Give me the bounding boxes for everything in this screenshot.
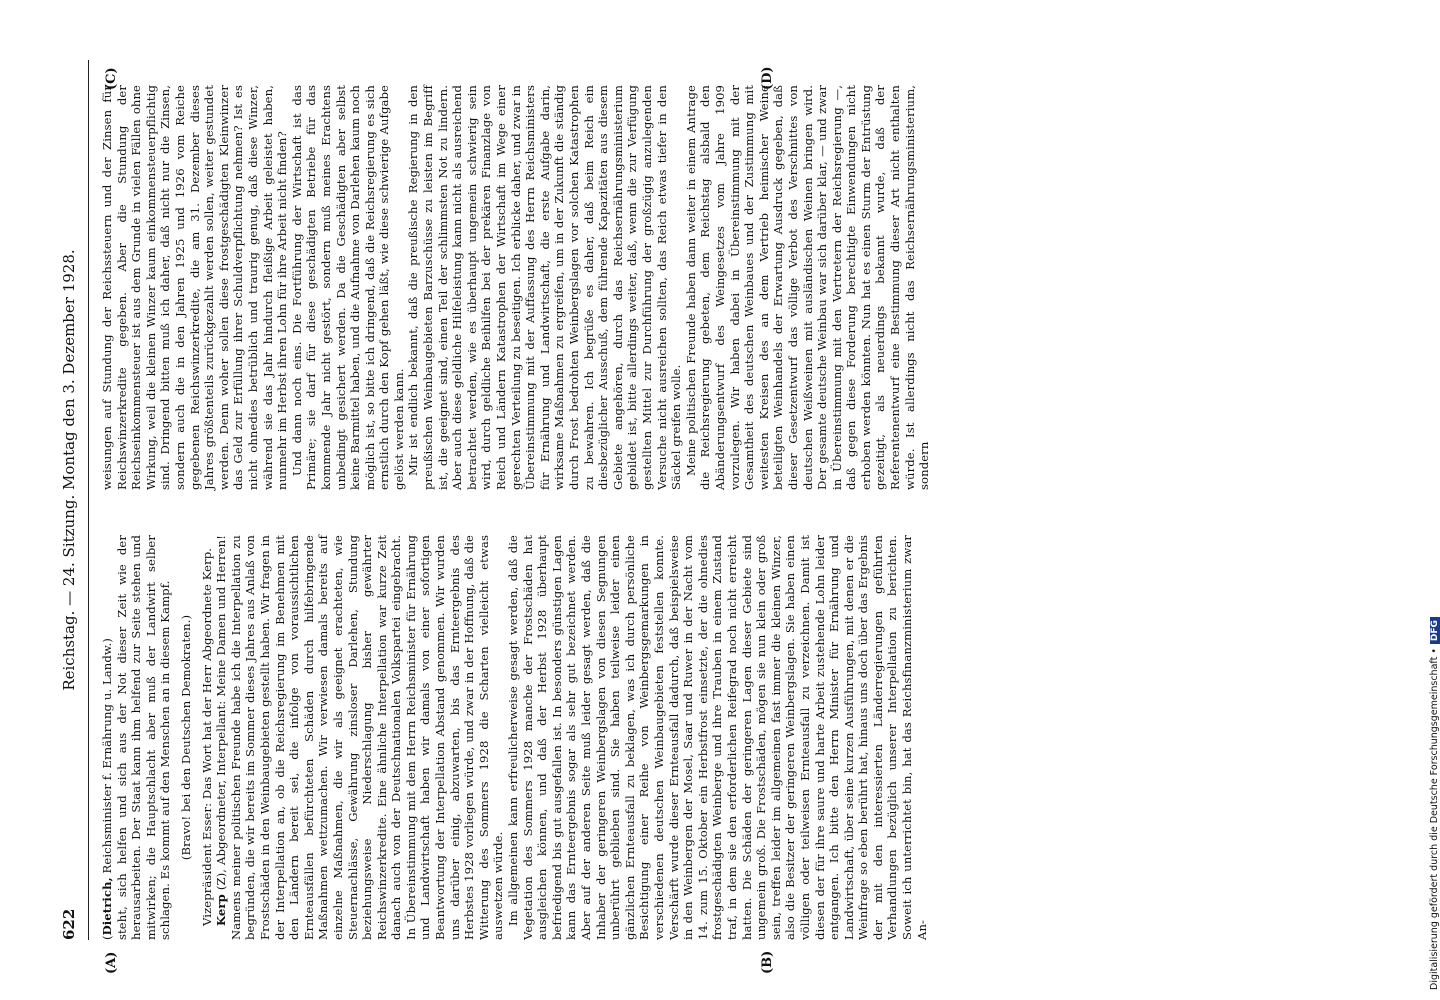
- margin-marker-a: (A): [104, 951, 119, 974]
- paragraph: weisungen auf Stundung der Reichssteuern und der Zinsen für Reichswinzerkredite gegeben. Aber die Stundung der Reichseinkommensteuer ist aus dem Grunde in vielen Fällen ohne Wirkung, weil die kleinen Winzer kaum einkommensteuerpflichtig sind. Dringend bitten muß ich daher, daß nicht nur die Zinsen, sondern auch die in den Jahren 1925 und 1926 vom Reiche gegebenen Reichswinzerkredite, die am 31. Dezember dieses Jahres größtenteils zurückgezahlt werden sollen, weiter gestundet werden. Denn woher sollen diese frostgeschädigten Kleinwinzer das Geld zur Erfüllung ihrer Schuldverpflichtung nehmen? Ist es nicht ohnedies betrüblich und traurig genug, daß diese Winzer, während sie das Jahr hindurch fleißige Arbeit geleistet haben, nunmehr im Herbst ihren Lohn für ihre Arbeit nicht finden?: [100, 85, 290, 490]
- speaker-role: Reichsminister f. Ernährung u. Landw.): [100, 638, 114, 874]
- left-column: [100, 535, 929, 940]
- margin-marker-b: (B): [760, 950, 775, 974]
- speaker-name: Kerp: [214, 894, 229, 926]
- paragraph: Vizepräsident Esser: Das Wort hat der Herr Abgeordnete Kerp.: [199, 547, 214, 926]
- header-rule: [88, 60, 89, 940]
- paragraph: Meine politischen Freunde haben dann weiter in einem Antrage die Reichsregierung gebeten, dem Reichstag alsbald den Abänderungsentwurf des Weingesetzes vom Jahre 1909 vorzulegen. Wir haben dabei in Übereinstimmung mit der Gesamtheit des deutschen Weinbaues und der Zustimmung mit weitesten Kreisen des an dem Vertrieb heimischer Weine beteiligten Weinhandels der Erwartung Ausdruck gegeben, daß dieser Gesetzentwurf das völlige Verbot des Verschnittes von deutschen Weißweinen mit ausländischen Weinen bringen wird. Der gesamte deutsche Weinbau war sich darüber klar, — und zwar in Übereinstimmung mit den Vertretern der Reichsregierung —, daß gegen diese Forderung berechtigte Einwendungen nicht erhoben werden könnten. Nun hat es einen Sturm der Entrüstung gezeitigt, als neuerdings bekannt wurde, daß der Referentenentwurf eine Bestimmung dieser Art nicht enthalten würde. Ist allerdings nicht das Reichsernährungsministerium, sondern: [683, 85, 932, 490]
- paragraph: Und dann noch eins. Die Fortführung der Wirtschaft ist das Primäre; sie darf für diese geschädigten Betriebe für das kommende Jahr nicht gestört, sondern muß meines Erachtens unbedingt gesichert werden. Da die Geschädigten aber selbst keine Barmittel haben, und die Aufnahme von Darlehen kaum noch möglich ist, so bitte ich dringend, daß die Reichsregierung es sich ernstlich durch den Kopf gehen läßt, wie diese schwierige Aufgabe gelöst werden kann.: [289, 85, 406, 490]
- speaker-name: Dietrich,: [100, 877, 114, 936]
- credit-text: Digitalisierung gefördert durch die Deutsche Forschungsgemeinschaft •: [1429, 648, 1440, 990]
- margin-marker-c: (C): [104, 67, 119, 90]
- paragraph: steht, sich helfen und sich aus der Not dieser Zeit wie der herausarbeiten. Der Staat kann ihm helfend zur Seite stehen und mitwirken; die Hauptschlacht aber muß der Landwirt selber schlagen. Es kommt auf den Menschen an in diesem Kampf.: [114, 535, 173, 940]
- page-number: 622: [60, 908, 78, 940]
- paragraph: [214, 535, 506, 940]
- margin-marker-d: (D): [760, 66, 775, 90]
- paragraph: Mir ist endlich bekannt, daß die preußische Regierung in den preußischen Weinbaugebieten Barzuschüsse zu leisten im Begriff ist, die geeignet sind, einen Teil der schlimmsten Not zu lindern. Aber auch diese geldliche Hilfeleistung kann nicht als ausreichend betrachtet werden, wie es überhaupt ungemein schwierig sein wird, durch geldliche Beihilfen bei der prekären Finanzlage von Reich und Ländern Katastrophen der Wirtschaft im Wege einer gerechten Verteilung zu beseitigen. Ich erblicke daher, und zwar in Übereinstimmung mit der Auffassung des Herrn Reichsministers für Ernährung und Landwirtschaft, die erste Aufgabe darin, wirksame Maßnahmen zu ergreifen, um in der Zukunft die ständig durch Frost bedrohten Weinbergslagen vor solchen Katastrophen zu bewahren. Ich begrüße es daher, daß beim Reich ein diesbezüglicher Ausschuß, dem führende Kapazitäten aus diesem Gebiete angehören, durch das Reichsernährungsministerium gebildet ist, bitte allerdings weiter, daß, wenn die zur Verfügung gestellten Mittel zur Durchführung der großzügig anzulegenden Versuche nicht ausreichen sollten, das Reich etwas tiefer in den Säckel greifen wolle.: [406, 85, 684, 490]
- paragraph: (Dietrich, Reichsminister f. Ernährung u. Landw.): [100, 638, 114, 940]
- page-header: [60, 60, 90, 940]
- digitization-credit: [1429, 617, 1440, 990]
- dfg-logo: DFG: [1430, 617, 1440, 644]
- interjection: (Bravo! bei den Deutschen Demokraten.): [178, 614, 193, 861]
- paragraph-text: (Z), Abgeordneter, Interpellant: Meine Damen und Herren! Namens meiner politischen Freunde habe ich die Interpellation zu begründen, die wir bereits im Sommer dieses Jahres aus Anlaß von Frostschäden in den Weinbaugebieten gestellt haben. Wir fragen in der Interpellation an, ob die Reichsregierung im Benehmen mit den Ländern bereit sei, die infolge von voraussichtlichen Ernteausfällen befürchteten Schäden durch hilfebringende Maßnahmen wettzumachen. Wir verwiesen damals bereits auf einzelne Maßnahmen, die wir als geeignet erachteten, wie Steuernachlässe, Gewährung zinsloser Darlehen, Stundung beziehungsweise Niederschlagung bisher gewährter Reichswinzerkredite. Eine ähnliche Interpellation war kurze Zeit danach auch von der Deutschnationalen Volkspartei eingebracht. In Übereinstimmung mit dem Herrn Reichsminister für Ernährung und Landwirtschaft haben wir damals von einer sofortigen Beantwortung der Interpellation Abstand genommen. Wir wurden uns darüber einig, abzuwarten, bis das Ernteergebnis des Herbstes 1928 vorliegen würde, und zwar in der Hoffnung, daß die Witterung des Sommers 1928 die Scharten vielleicht etwas auswetzen würde.: [214, 535, 506, 940]
- running-title: Reichstag. — 24. Sitzung. Montag den 3. Dezember 1928.: [60, 249, 78, 691]
- right-column: [100, 85, 932, 490]
- rotated-page-content: [60, 60, 1410, 974]
- paragraph: Im allgemeinen kann erfreulicherweise gesagt werden, daß die Vegetation des Sommers 1928 manche der Frostschäden hat ausgleichen können, und daß der Herbst 1928 überhaupt befriedigend bis gut ausgefallen ist. In besonders günstigen Lagen kann das Ernteergebnis sogar als sehr gut bezeichnet werden. Aber auf der anderen Seite muß leider gesagt werden, daß die Inhaber der geringeren Weinbergslagen von diesen Segnungen unberührt geblieben sind. Sie haben teilweise leider einen gänzlichen Ernteausfall zu beklagen, was ich durch persönliche Besichtigung einer Reihe von Weinbergsgemarkungen in verschiedenen deutschen Weinbaugebieten feststellen konnte. Verschärft wurde dieser Ernteausfall dadurch, daß beispielsweise in den Weinbergen der Mosel, Saar und Ruwer in der Nacht vom 14. zum 15. Oktober ein Herbstfrost einsetzte, der die ohnedies frostgeschädigten Weinberge und ihre Trauben in einem Zustand traf, in dem sie den erforderlichen Reifegrad noch nicht erreicht hatten. Die Schäden der geringeren Lagen dieser Gebiete sind ungemein groß. Die Frostschäden, mögen sie nun klein oder groß sein, treffen leider im allgemeinen fast immer die kleinen Winzer, also die Besitzer der geringeren Weinbergslagen. Sie haben einen völligen oder teilweisen Ernteausfall zu verzeichnen. Damit ist diesen der für ihre saure und harte Arbeit zustehende Lohn leider entgangen. Ich bitte den Herrn Minister für Ernährung und Landwirtschaft, über seine kurzen Ausführungen, mit denen er die Weinfrage so eben berührt hat, hinaus uns doch über das Ergebnis der mit den interessierten Länderregierungen geführten Verhandlungen bezüglich unserer Interpellation zu berichten. Soweit ich unterrichtet bin, hat das Reichsfinanzministerium zwar An-: [506, 535, 929, 940]
